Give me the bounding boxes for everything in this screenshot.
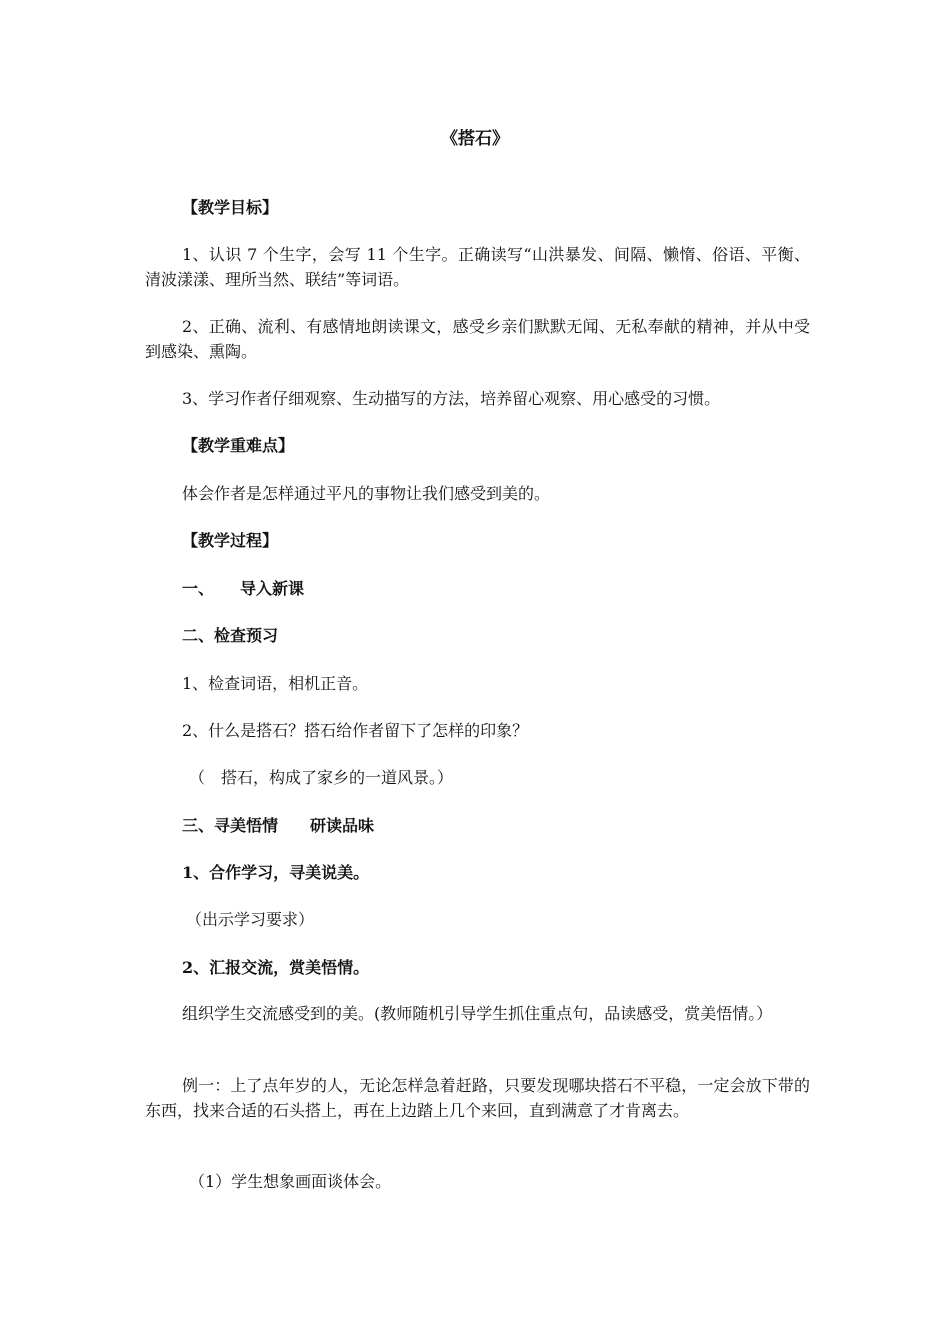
step-1-heading bbox=[182, 576, 810, 601]
goal-item-1: 1、认识 7 个生字，会写 11 个生字。正确读写“山洪暴发、间隔、懒惰、俗语、平衡、清波漾漾、理所当然、联结”等词语。 bbox=[145, 245, 810, 289]
key-points-text: 体会作者是怎样通过平凡的事物让我们感受到美的。 bbox=[182, 484, 551, 503]
example-1-paragraph: 例一：上了点年岁的人，无论怎样急着赶路，只要发现哪块搭石不平稳，一定会放下带的东西，找来合适的石头搭上，再在上边踏上几个来回，直到满意了才肯离去。 bbox=[145, 1076, 810, 1120]
heading-teaching-process: 【教学过程】 bbox=[182, 531, 279, 550]
step-3-title-a: 三、寻美悟情 bbox=[182, 816, 279, 835]
goal-item-3: 3、学习作者仔细观察、生动描写的方法，培养留心观察、用心感受的习惯。 bbox=[182, 389, 721, 408]
step-3-note: （出示学习要求） bbox=[186, 910, 315, 929]
step-3-item-1: 1、合作学习，寻美说美。 bbox=[182, 863, 370, 882]
document-title: 《搭石》 bbox=[441, 129, 509, 149]
step-3-item-2: 2、汇报交流，赏美悟情。 bbox=[182, 958, 370, 977]
example-1-subitem: （1）学生想象画面谈体会。 bbox=[189, 1172, 392, 1191]
step-2-heading: 二、检查预习 bbox=[182, 626, 279, 645]
step-3-paragraph: 组织学生交流感受到的美。(教师随机引导学生抓住重点句，品读感受，赏美悟情。） bbox=[182, 1004, 773, 1023]
step-2-item-2: 2、什么是搭石？搭石给作者留下了怎样的印象？ bbox=[182, 721, 529, 740]
step-2-item-1: 1、检查词语，相机正音。 bbox=[182, 674, 369, 693]
step-2-answer: （ 搭石，构成了家乡的一道风景。） bbox=[189, 768, 454, 787]
step-1-number: 一、 bbox=[182, 579, 215, 598]
step-1-title: 导入新课 bbox=[240, 579, 305, 598]
goal-item-2: 2、正确、流利、有感情地朗读课文，感受乡亲们默默无闻、无私奉献的精神，并从中受到感染、熏陶。 bbox=[145, 317, 810, 361]
heading-teaching-goals: 【教学目标】 bbox=[182, 198, 279, 217]
step-3-heading bbox=[182, 813, 810, 838]
heading-key-points: 【教学重难点】 bbox=[182, 436, 295, 455]
step-3-title-b: 研读品味 bbox=[310, 816, 375, 835]
